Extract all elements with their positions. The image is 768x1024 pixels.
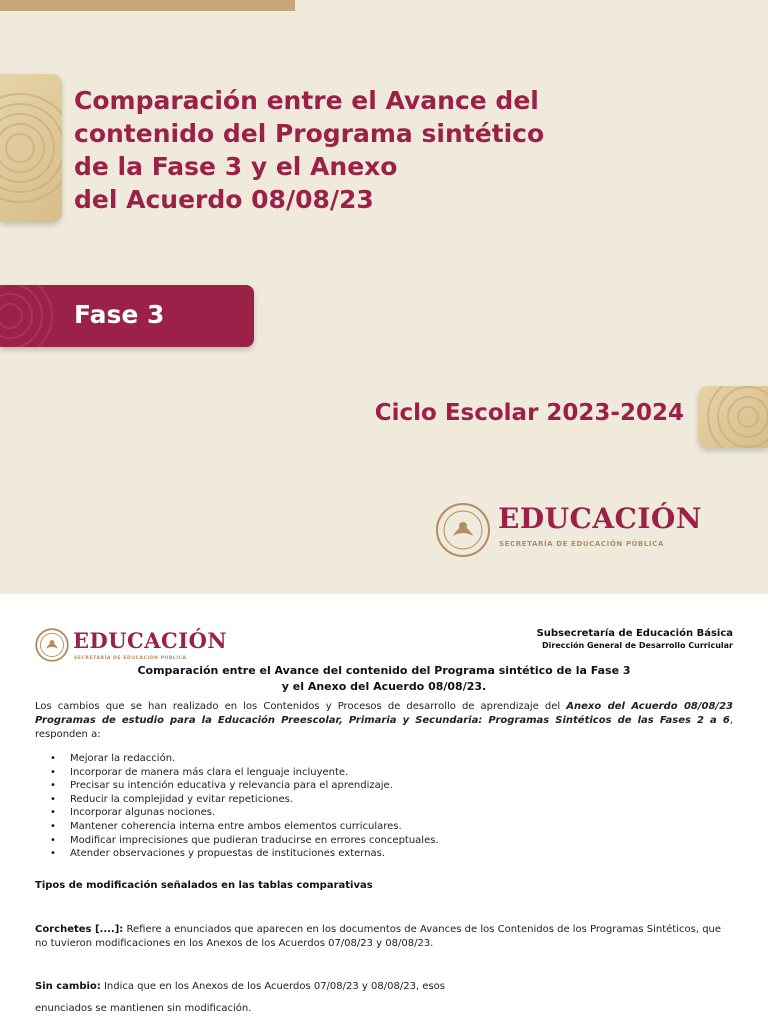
intro-text: Los cambios que se han realizado en los Contenidos y Procesos de desarrollo de aprendizaje del <box>35 701 567 712</box>
decorative-pattern-right <box>698 386 768 448</box>
corchetes-label: Corchetes [....]: <box>35 924 124 935</box>
document-title-line2: y el Anexo del Acuerdo 08/08/23. <box>281 680 487 693</box>
document-logo <box>35 628 235 668</box>
list-item: • Precisar su intención educativa y relevancia para el aprendizaje. <box>35 779 733 793</box>
list-item: • Mantener coherencia interna entre ambos elementos curriculares. <box>35 820 733 834</box>
cover-title-line: del Acuerdo 08/08/23 <box>74 185 374 214</box>
top-gold-strip <box>0 0 295 11</box>
cover-title <box>74 84 634 216</box>
education-logo-subtitle: SECRETARÍA DE EDUCACIÓN PÚBLICA <box>499 540 664 548</box>
cover-title-line: de la Fase 3 y el Anexo <box>74 152 398 181</box>
subsecretaria-label: Subsecretaría de Educación Básica <box>536 628 733 639</box>
intro-text-end: , responden a: <box>35 715 733 740</box>
changes-list <box>35 752 733 861</box>
mexico-seal-icon <box>435 502 491 558</box>
sin-cambio-definition <box>35 981 733 992</box>
fase-label: Fase 3 <box>74 300 165 329</box>
list-item: • Modificar imprecisiones que pudieran traducirse en errores conceptuales. <box>35 834 733 848</box>
list-item: • Reducir la complejidad y evitar repeticiones. <box>35 793 733 807</box>
modification-types-heading: Tipos de modificación señalados en las tablas comparativas <box>35 880 373 891</box>
direccion-label: Dirección General de Desarrollo Curricular <box>542 641 733 650</box>
corchetes-text: Refiere a enunciados que aparecen en los documentos de Avances de los Contenidos de los Programas Sintéticos, que no tuvieron modificaciones en los Anexos de los Acuerdos 07/08/23 y 08/08/23. <box>35 924 722 949</box>
document-logo-word: EDUCACIÓN <box>73 628 228 653</box>
document-title-line1: Comparación entre el Avance del contenido del Programa sintético de la Fase 3 <box>137 664 631 677</box>
cover-title-line: contenido del Programa sintético <box>74 119 545 148</box>
document-page <box>0 594 768 1024</box>
cover-title-line: Comparación entre el Avance del <box>74 86 539 115</box>
list-item: • Incorporar de manera más clara el lenguaje incluyente. <box>35 766 733 780</box>
sin-cambio-label: Sin cambio: <box>35 981 101 992</box>
list-item: • Atender observaciones y propuestas de instituciones externas. <box>35 847 733 861</box>
education-logo <box>435 500 725 560</box>
sin-cambio-text: Indica que en los Anexos de los Acuerdos 07/08/23 y 08/08/23, esos <box>100 981 445 992</box>
document-logo-subtitle: SECRETARÍA DE EDUCACIÓN PÚBLICA <box>74 656 187 661</box>
intro-paragraph <box>35 700 733 742</box>
mexico-seal-icon <box>35 628 69 662</box>
corchetes-definition <box>35 923 733 951</box>
fase-banner <box>0 285 254 347</box>
education-logo-word: EDUCACIÓN <box>498 502 702 535</box>
list-item: • Incorporar algunas nociones. <box>35 806 733 820</box>
decorative-pattern-left <box>0 74 62 222</box>
list-item: • Mejorar la redacción. <box>35 752 733 766</box>
school-year: Ciclo Escolar 2023-2024 <box>374 400 684 426</box>
sin-cambio-text-continued: enunciados se mantienen sin modificación. <box>35 1003 252 1014</box>
intro-emphasis: Anexo del Acuerdo 08/08/23 Programas de estudio para la Educación Preescolar, Primaria y Secundaria: Programas Sintéticos de las Fases 2 a 6 <box>35 701 733 726</box>
